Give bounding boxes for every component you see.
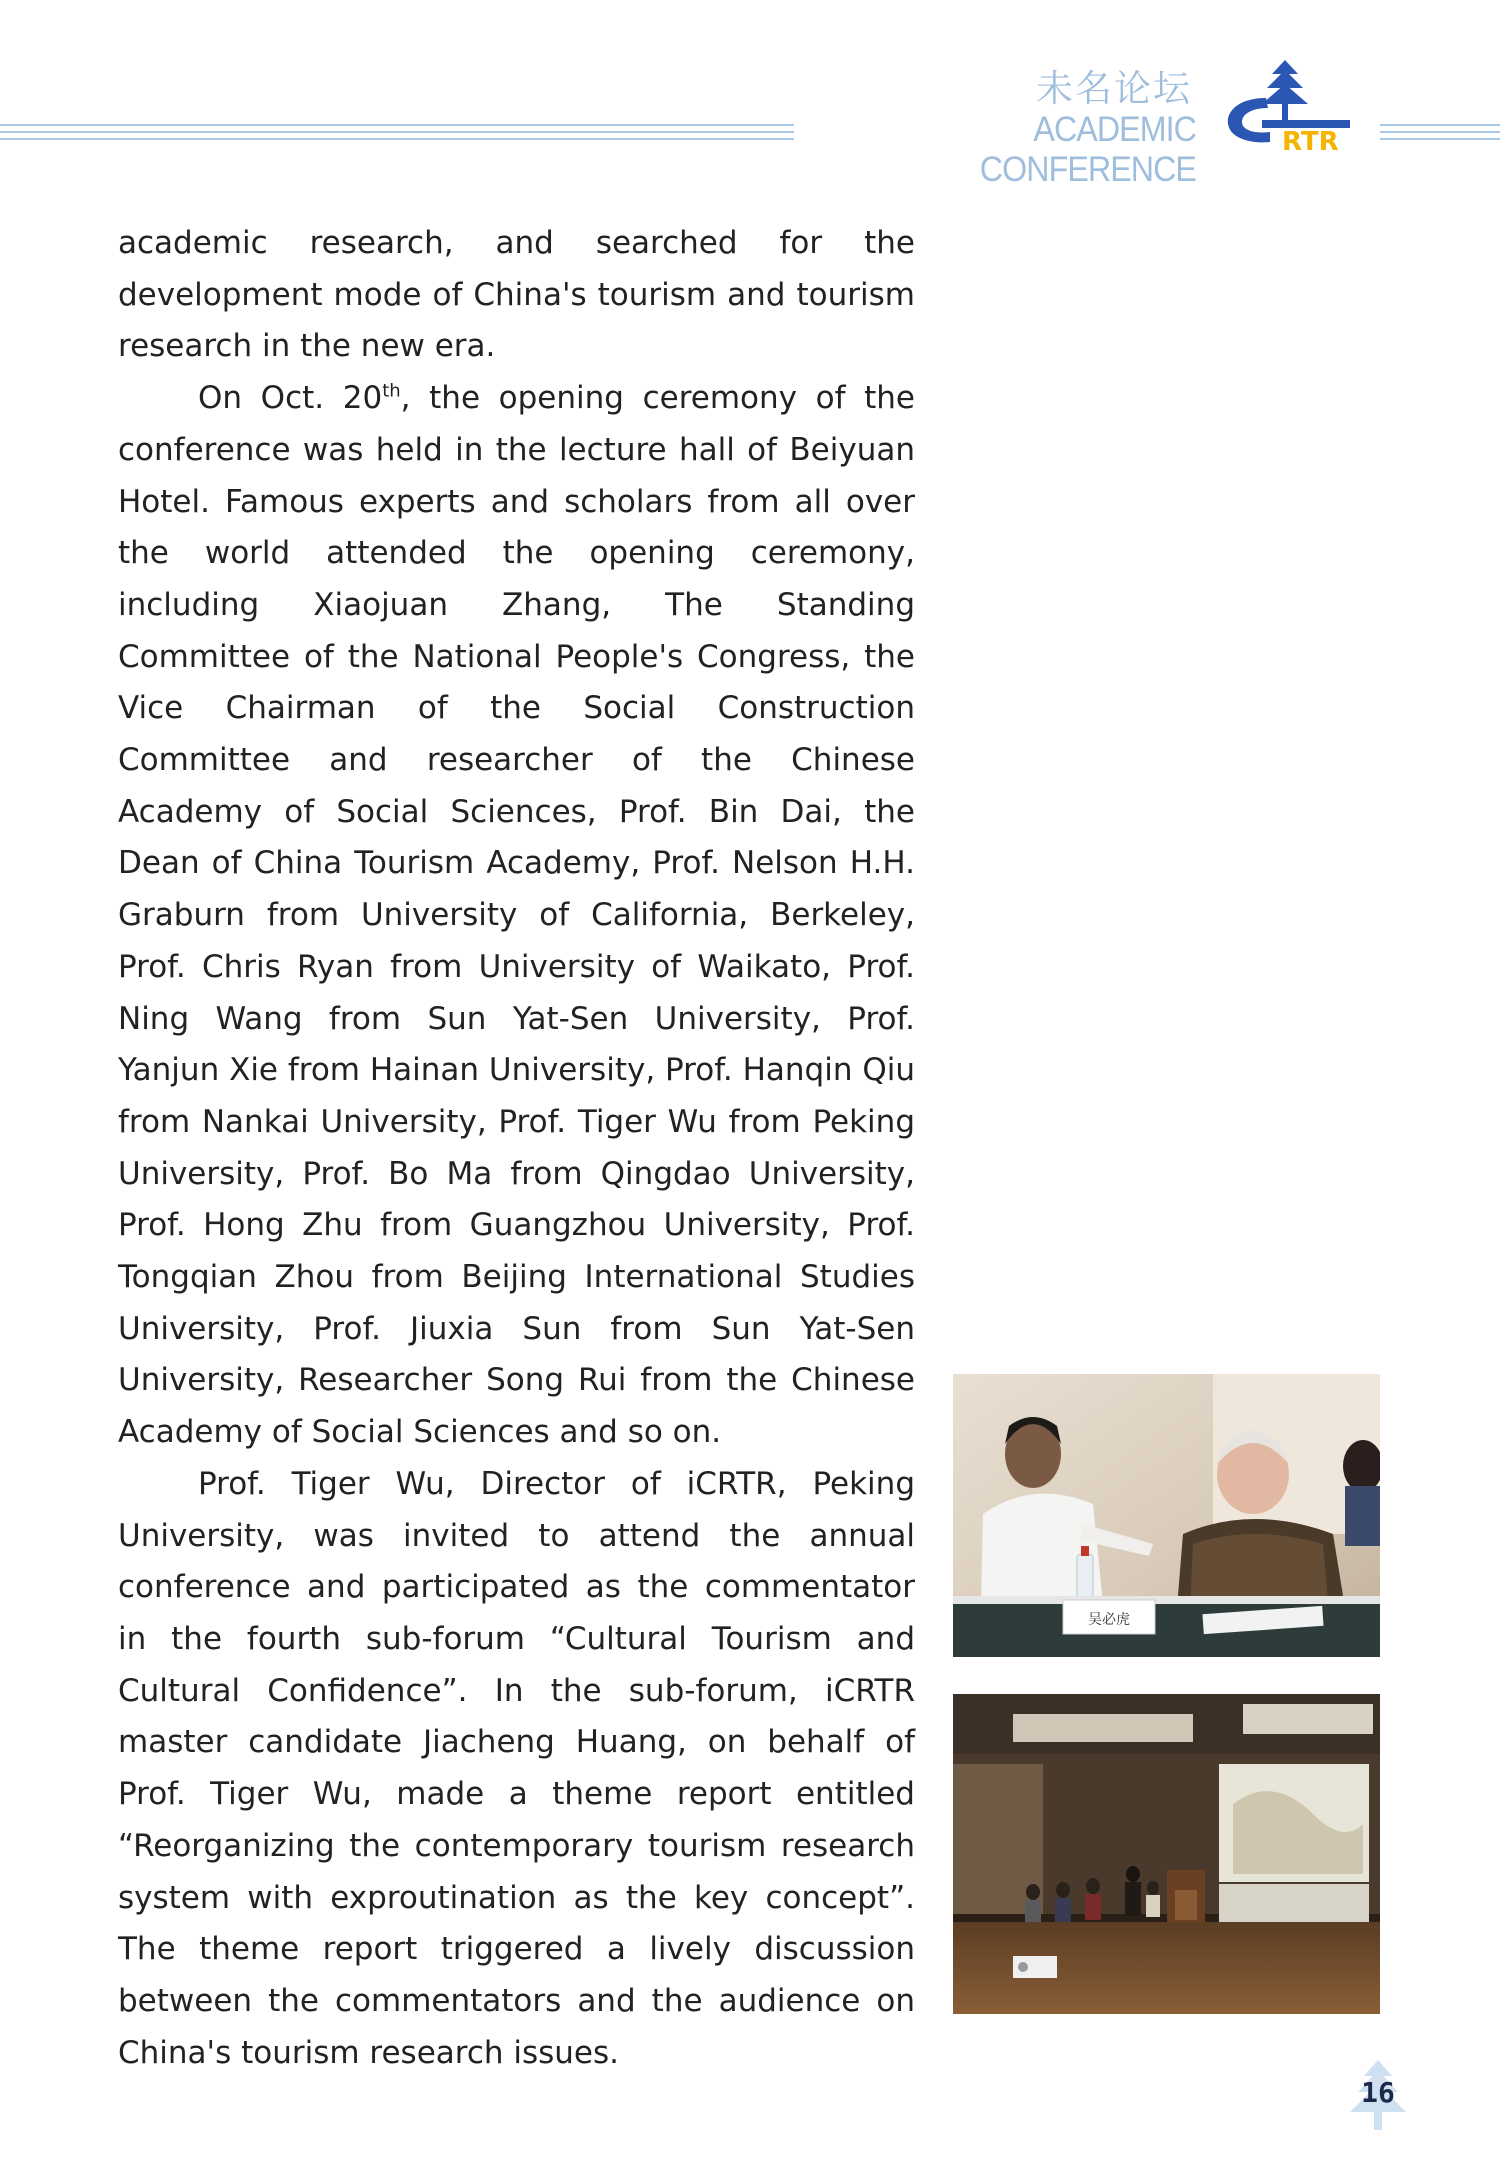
- photo-conference-hall: [953, 1694, 1380, 2014]
- page-number: 16: [1361, 2076, 1395, 2109]
- photo-discussion: [953, 1374, 1380, 1657]
- paragraph-2-rest: , the opening ceremony of the conference was held in the lecture hall of Beiyuan Hotel. Famous experts and scholars from all over the world attended the opening ceremony, including Xiaojuan Zhang, The Standing Committee of the National People's Congress, the Vice Chairman of the Social Construction Committee and researcher of the Chinese Academy of Social Sciences, Prof. Bin Dai, the Dean of China Tourism Academy, Prof. Nelson H.H. Graburn from University of California, Berkeley, Prof. Chris Ryan from University of Waikato, Prof. Ning Wang from Sun Yat-Sen University, Prof. Yanjun Xie from Hainan University, Prof. Hanqin Qiu from Nankai University, Prof. Tiger Wu from Peking University, Prof. Bo Ma from Qingdao University, Prof. Hong Zhu from Guangzhou University, Prof. Tongqian Zhou from Beijing International Studies University, Prof. Jiuxia Sun from Sun Yat-Sen University, Researcher Song Rui from the Chinese Academy of Social Sciences and so on.: [118, 380, 915, 1451]
- header-rule-right: [1380, 124, 1500, 145]
- ordinal-suffix: th: [382, 380, 401, 402]
- paragraph-1: academic research, and searched for the development mode of China's tourism and tourism research in the new era.: [118, 225, 915, 365]
- paragraph-3: Prof. Tiger Wu, Director of iCRTR, Peking University, was invited to attend the annual conference and participated as the commentator in the fourth sub-forum “Cultural Tourism and Cultural Confidence”. In the sub-forum, iCRTR master candidate Jiacheng Huang, on behalf of Prof. Tiger Wu, made a theme report entitled “Reorganizing the contemporary tourism research system with exproutination as the key concept”. The theme report triggered a lively discussion between the commentators and the audience on China's tourism research issues.: [118, 1465, 915, 2071]
- header-title-cn: 未名论坛: [1036, 67, 1192, 110]
- paragraph-2-start: On Oct. 20: [198, 380, 383, 417]
- paragraph-2: [118, 373, 915, 1459]
- tree-icon: [1262, 60, 1308, 126]
- header-rule-left: [0, 124, 794, 145]
- page-number-badge: [1340, 2058, 1416, 2134]
- header-title-en: ACADEMIC CONFERENCE: [979, 110, 1196, 189]
- nameplate-text: 吴必虎: [1088, 1612, 1130, 1628]
- article-body: [118, 218, 915, 2079]
- logo-letters: RTR: [1282, 127, 1339, 153]
- crtr-logo: [1222, 58, 1352, 153]
